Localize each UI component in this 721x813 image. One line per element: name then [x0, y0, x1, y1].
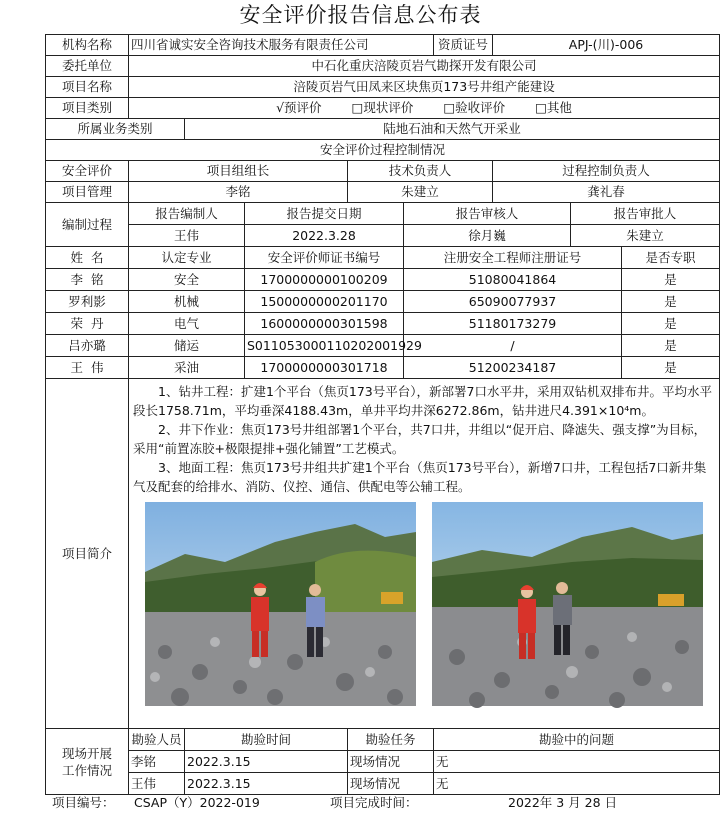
compile-value-date: 2022.3.28 [245, 225, 404, 247]
option-pre-eval: √预评价 [276, 100, 322, 115]
staff-cert: 1700000000100209 [245, 269, 404, 291]
staff-major: 机械 [129, 291, 245, 313]
info-table [45, 34, 720, 795]
table-row [46, 335, 720, 357]
compile-value-author: 王伟 [129, 225, 245, 247]
compile-header-reviewer: 报告审核人 [404, 203, 571, 225]
project-type-options [129, 98, 720, 119]
staff-header-cert: 安全评价师证书编号 [245, 247, 404, 269]
mgmt-value-tech: 朱建立 [348, 182, 493, 203]
compile-value-approver: 朱建立 [571, 225, 720, 247]
site-inspector: 李铭 [129, 751, 185, 773]
page-title: 安全评价报告信息公布表 [239, 3, 482, 27]
project-type-label: 项目类别 [46, 98, 129, 119]
org-label: 机构名称 [46, 35, 129, 56]
staff-reg: 51180173279 [404, 313, 622, 335]
staff-header-major: 认定专业 [129, 247, 245, 269]
site-label [46, 729, 129, 795]
staff-reg: 65090077937 [404, 291, 622, 313]
mgmt-header-leader: 项目组组长 [129, 161, 348, 182]
option-current-eval: □现状评价 [351, 100, 414, 115]
compile-value-reviewer: 徐月巍 [404, 225, 571, 247]
staff-major: 储运 [129, 335, 245, 357]
site-header-inspector: 勘验人员 [129, 729, 185, 751]
client-label: 委托单位 [46, 56, 129, 77]
compile-header-author: 报告编制人 [129, 203, 245, 225]
site-inspector: 王伟 [129, 773, 185, 795]
compile-header-date: 报告提交日期 [245, 203, 404, 225]
staff-header-reg: 注册安全工程师注册证号 [404, 247, 622, 269]
table-row [46, 291, 720, 313]
site-time: 2022.3.15 [185, 751, 348, 773]
staff-reg: 51080041864 [404, 269, 622, 291]
mgmt-value-leader: 李铭 [129, 182, 348, 203]
site-issue: 无 [434, 751, 720, 773]
mgmt-header-tech: 技术负责人 [348, 161, 493, 182]
table-row [46, 357, 720, 379]
project-code-value: CSAP（Y）2022-019 [134, 795, 260, 810]
staff-fulltime: 是 [622, 357, 720, 379]
table-row [46, 313, 720, 335]
option-acceptance-eval: □验收评价 [443, 100, 506, 115]
site-photo-right [432, 502, 703, 706]
mgmt-label-1: 安全评价 [46, 161, 129, 182]
staff-fulltime: 是 [622, 335, 720, 357]
client-value: 中石化重庆涪陵页岩气勘探开发有限公司 [129, 56, 720, 77]
project-code-label: 项目编号： [52, 795, 115, 810]
footer [52, 794, 712, 812]
staff-cert: 1600000000301598 [245, 313, 404, 335]
staff-major: 安全 [129, 269, 245, 291]
staff-header-name: 姓 名 [46, 247, 129, 269]
site-task: 现场情况 [348, 773, 434, 795]
staff-name: 荣 丹 [46, 313, 129, 335]
staff-fulltime: 是 [622, 291, 720, 313]
completion-label: 项目完成时间： [330, 795, 418, 810]
site-label-line1: 现场开展 [61, 745, 112, 761]
option-other: □其他 [535, 100, 572, 115]
summary-content [129, 379, 720, 729]
staff-cert: 1500000000201170 [245, 291, 404, 313]
project-name-label: 项目名称 [46, 77, 129, 98]
summary-label: 项目简介 [46, 379, 129, 729]
process-header: 安全评价过程控制情况 [46, 140, 720, 161]
staff-header-fulltime: 是否专职 [622, 247, 720, 269]
staff-name: 吕亦璐 [46, 335, 129, 357]
staff-fulltime: 是 [622, 313, 720, 335]
summary-paragraph-downhole: 2、井下作业：焦页173号井组部署1个平台，共7口井，井组以“促开启、降滤失、强支撑”为目标，采用“前置冻胶+极限提排+强化铺置”工艺模式。 [133, 422, 707, 456]
cert-label: 资质证号 [434, 35, 493, 56]
staff-cert: 1700000000301718 [245, 357, 404, 379]
table-row [46, 751, 720, 773]
summary-paragraph-drilling: 1、钻井工程：扩建1个平台（焦页173号平台），新部署7口水平井，采用双钻机双排布井。平均水平段长1758.71m，平均垂深4188.43m，单井平均井深6272.86m，钻井进尺4.391×10⁴m。 [133, 384, 712, 418]
cert-value: APJ-(川)-006 [493, 35, 720, 56]
site-header-issues: 勘验中的问题 [434, 729, 720, 751]
table-row [46, 269, 720, 291]
staff-reg: 51200234187 [404, 357, 622, 379]
staff-reg: / [404, 335, 622, 357]
mgmt-label-2: 项目管理 [46, 182, 129, 203]
compile-header-approver: 报告审批人 [571, 203, 720, 225]
compile-label: 编制过程 [46, 203, 129, 247]
staff-name: 罗利影 [46, 291, 129, 313]
site-label-line2: 工作情况 [61, 762, 112, 778]
mgmt-header-control: 过程控制负责人 [493, 161, 720, 182]
staff-cert: S011053000110202001929 [245, 335, 404, 357]
summary-paragraph-surface: 3、地面工程：焦页173号井组共扩建1个平台（焦页173号平台），新增7口井，工程包括7口新井集气及配套的给排水、消防、仪控、通信、供配电等公辅工程。 [133, 460, 707, 494]
site-header-task: 勘验任务 [348, 729, 434, 751]
site-photo-left [145, 502, 416, 706]
staff-name: 王 伟 [46, 357, 129, 379]
site-photos [133, 496, 715, 710]
staff-major: 电气 [129, 313, 245, 335]
site-issue: 无 [434, 773, 720, 795]
site-header-time: 勘验时间 [185, 729, 348, 751]
org-value: 四川省诚实安全咨询技术服务有限责任公司 [129, 35, 434, 56]
industry-value: 陆地石油和天然气开采业 [185, 119, 720, 140]
industry-label: 所属业务类别 [46, 119, 185, 140]
staff-name: 李 铭 [46, 269, 129, 291]
staff-fulltime: 是 [622, 269, 720, 291]
table-row [46, 773, 720, 795]
staff-major: 采油 [129, 357, 245, 379]
mgmt-value-control: 龚礼春 [493, 182, 720, 203]
site-time: 2022.3.15 [185, 773, 348, 795]
site-task: 现场情况 [348, 751, 434, 773]
project-name-value: 涪陵页岩气田凤来区块焦页173号井组产能建设 [129, 77, 720, 98]
completion-value: 2022年 3 月 28 日 [508, 795, 618, 810]
